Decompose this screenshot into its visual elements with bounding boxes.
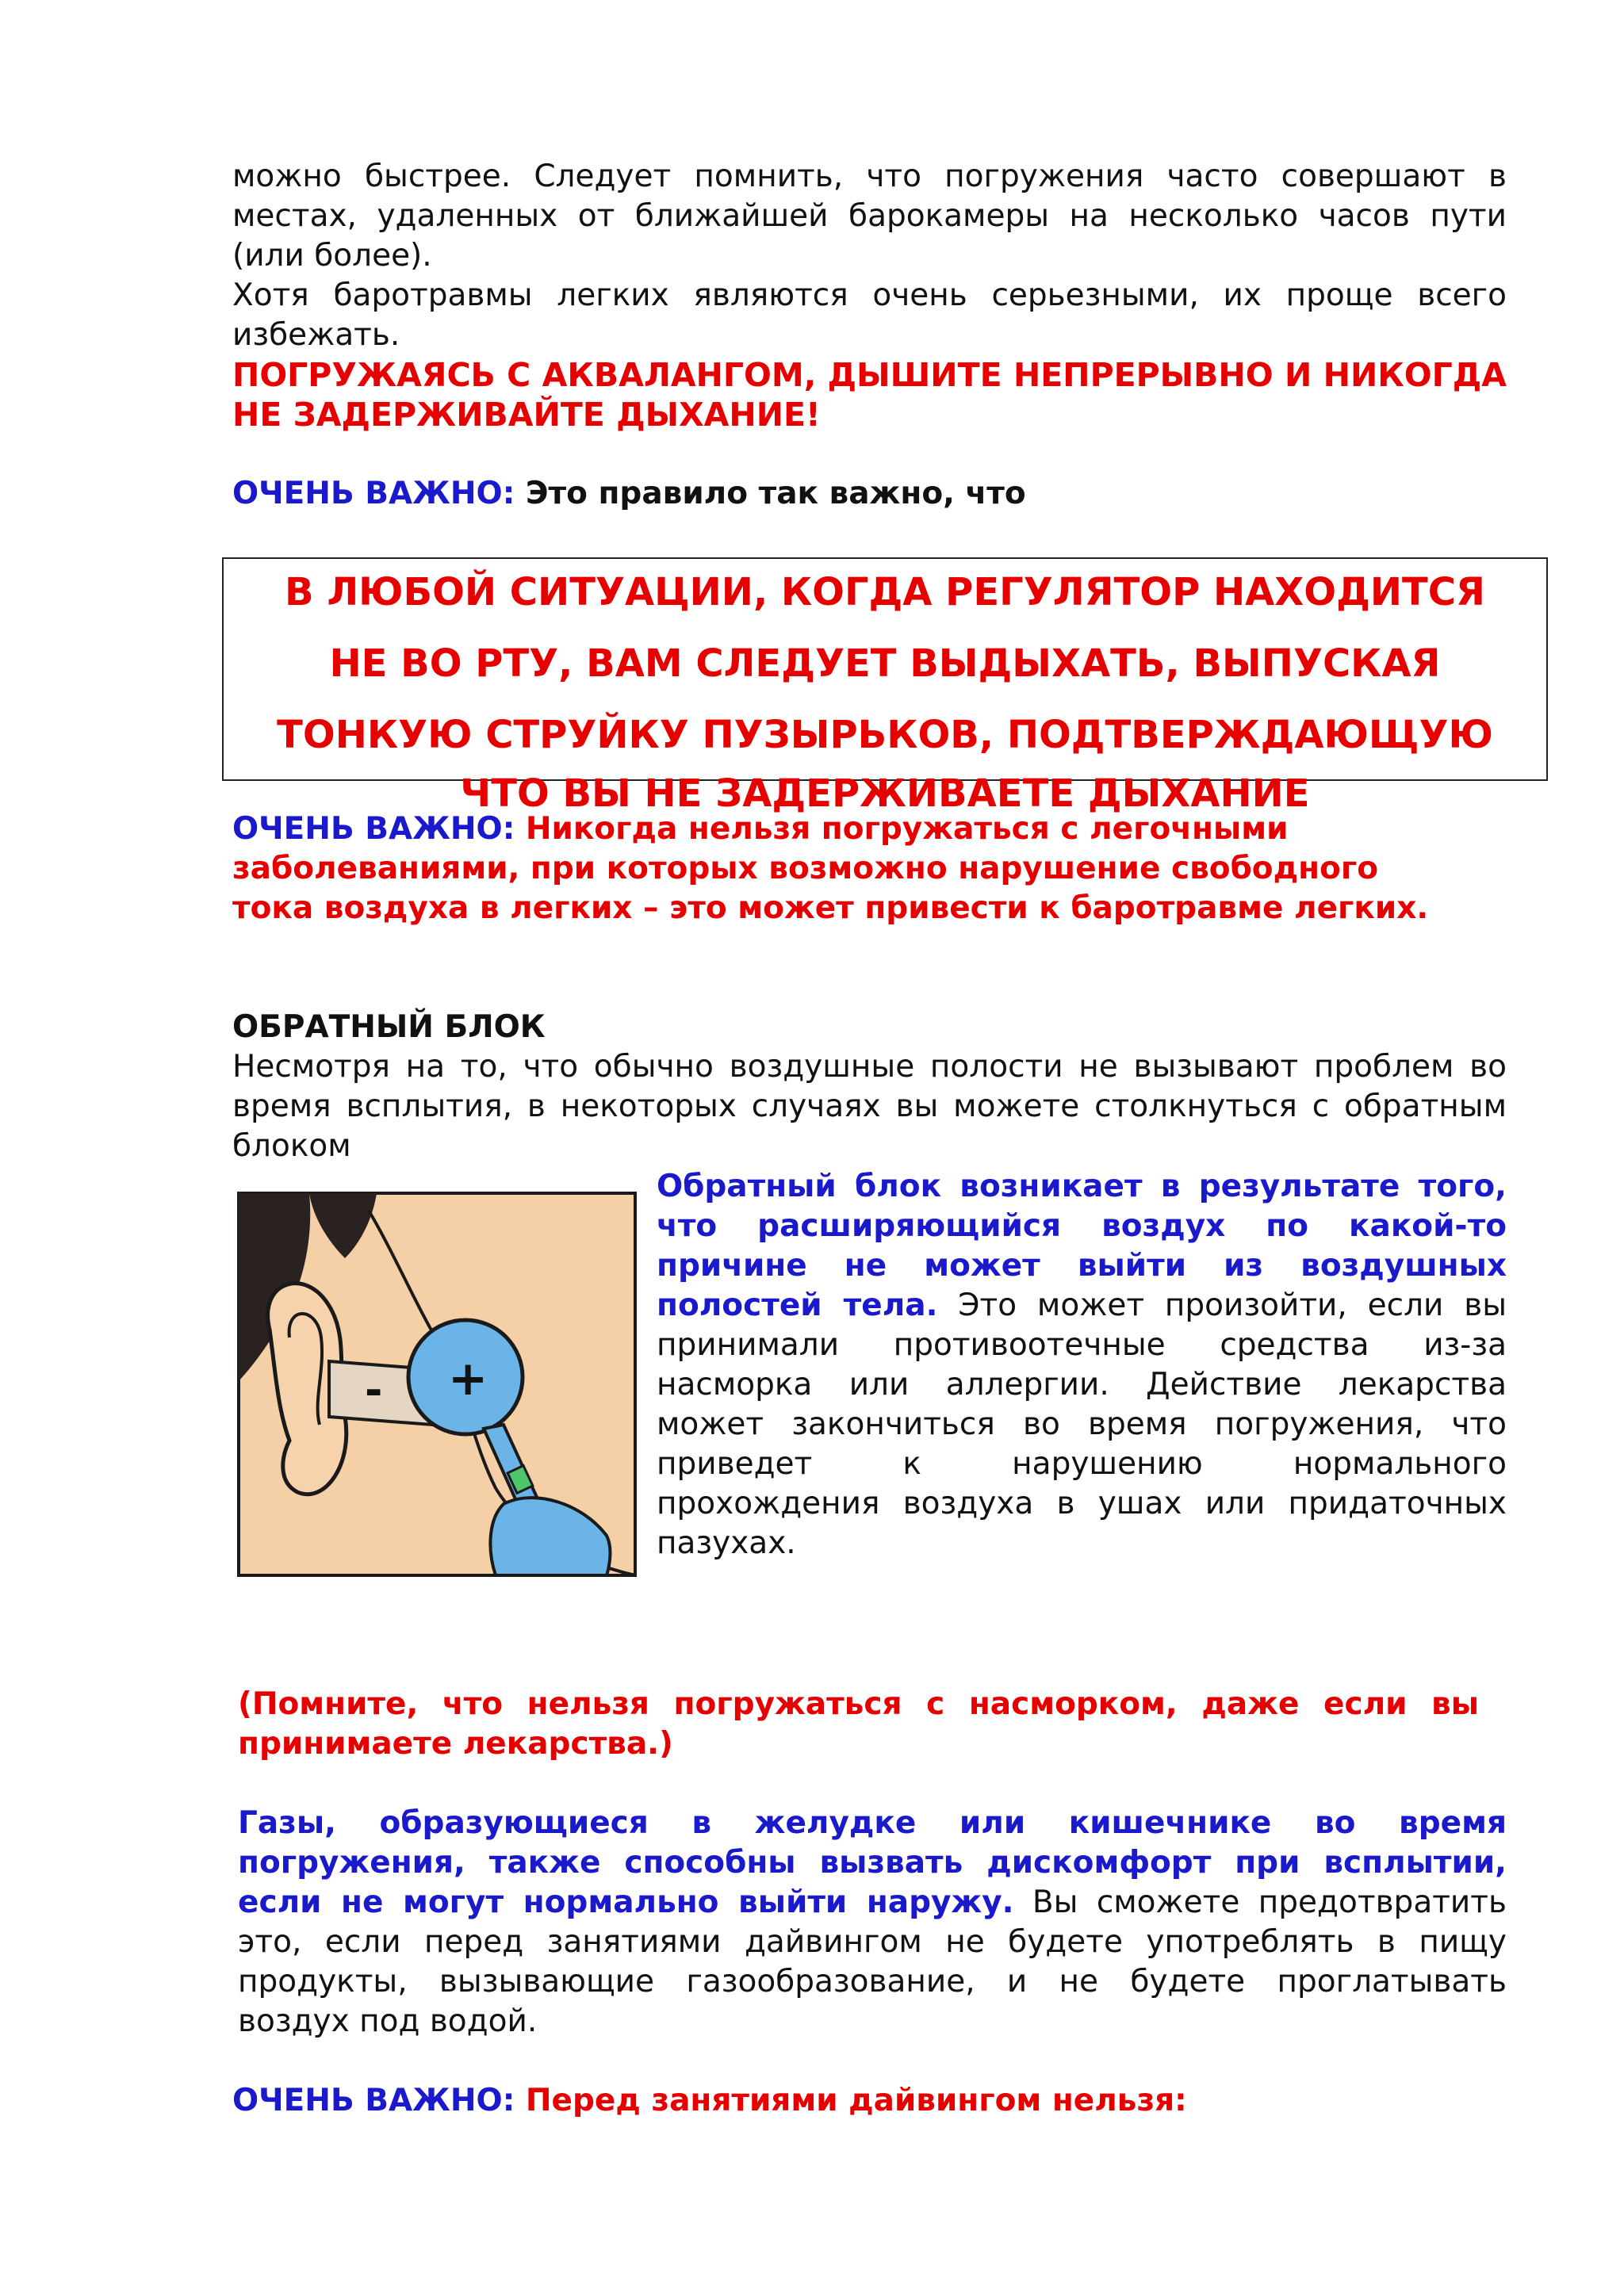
plus-sign: +: [448, 1351, 488, 1406]
text-line: прохождения воздуха в ушах или придаточных: [657, 1486, 1507, 1521]
text-line: можно быстрее. Следует помнить, что погружения часто совершают в: [232, 159, 1507, 194]
text-line: местах, удаленных от ближайшей барокамеры на несколько часов пути: [232, 198, 1507, 234]
reverse-block-description: [657, 1167, 1507, 1563]
text-line: Обратный блок возникает в результате того,: [657, 1169, 1507, 1204]
boxed-rule-line: НЕ ВО РТУ, ВАМ СЛЕДУЕТ ВЫДЫХАТЬ, ВЫПУСКАЯ: [329, 641, 1441, 686]
text-line: блоком: [232, 1128, 351, 1164]
text-line: (Помните, что нельзя погружаться с насморком, даже если вы: [238, 1686, 1479, 1722]
text-line: это, если перед занятиями дайвингом не будете употреблять в пищу: [238, 1924, 1507, 1960]
boxed-rule-line: ТОНКУЮ СТРУЙКУ ПУЗЫРЬКОВ, ПОДТВЕРЖДАЮЩУЮ: [277, 713, 1493, 757]
important-text: Никогда нельзя погружаться с легочными: [515, 811, 1289, 847]
boxed-rule: [222, 557, 1548, 816]
text-line: заболеваниями, при которых возможно нарушение свободного: [232, 851, 1378, 886]
text-line: что расширяющийся воздух по какой-то: [657, 1208, 1507, 1244]
important-label: ОЧЕНЬ ВАЖНО:: [232, 811, 515, 847]
text-line: (или более).: [232, 238, 432, 274]
text-line: Газы, образующиеся в желудке или кишечнике во время: [238, 1805, 1507, 1841]
text-line: продукты, вызывающие газообразование, и не будете проглатывать: [238, 1964, 1507, 1999]
important-text: Это правило так важно, что: [515, 476, 1026, 511]
text-line: может закончиться во время погружения, что: [657, 1406, 1507, 1442]
important-text: Перед занятиями дайвингом нельзя:: [515, 2083, 1187, 2118]
minus-sign: -: [365, 1365, 383, 1415]
text-line: время всплытия, в некоторых случаях вы можете столкнуться с обратным: [232, 1089, 1507, 1124]
important-label: ОЧЕНЬ ВАЖНО:: [232, 476, 515, 511]
reminder-note: [238, 1685, 1479, 1764]
important-label: ОЧЕНЬ ВАЖНО:: [232, 2083, 515, 2118]
emphasis: если не могут нормально выйти наружу.: [238, 1885, 1014, 1920]
text-line: [232, 809, 1507, 849]
warning-line: ПОГРУЖАЯСЬ С АКВАЛАНГОМ, ДЫШИТЕ НЕПРЕРЫВНО И НИКОГДА: [232, 356, 1507, 394]
plain-text: Вы сможете предотвратить: [1013, 1885, 1507, 1920]
important-note-2: [232, 809, 1507, 928]
important-note-1: [232, 474, 1507, 514]
text-line: избежать.: [232, 317, 400, 353]
warning-breathe: [232, 355, 1507, 434]
important-note-3: [232, 2081, 1507, 2121]
section-reverse-block: [232, 1008, 1507, 1166]
ear-diagram-svg: [234, 1187, 641, 1581]
text-line: Хотя баротравмы легких являются очень серьезными, их проще всего: [232, 277, 1507, 313]
text-line: Несмотря на то, что обычно воздушные полости не вызывают проблем во: [232, 1049, 1507, 1085]
text-line: [238, 1883, 1507, 1923]
plain-text: Это может произойти, если вы: [937, 1288, 1507, 1323]
warning-line: НЕ ЗАДЕРЖИВАЙТЕ ДЫХАНИЕ!: [232, 396, 821, 434]
boxed-rule-line-cut: ЧТО ВЫ НЕ ЗАДЕРЖИВАЕТЕ ДЫХАНИЕ: [460, 771, 1310, 816]
text-line: тока воздуха в легких – это может привести к баротравме легких.: [232, 890, 1429, 926]
text-line: приведет к нарушению нормального: [657, 1446, 1507, 1482]
text-line: насморка или аллергии. Действие лекарства: [657, 1367, 1507, 1402]
boxed-rule-line: В ЛЮБОЙ СИТУАЦИИ, КОГДА РЕГУЛЯТОР НАХОДИТСЯ: [285, 570, 1485, 614]
emphasis: полостей тела.: [657, 1288, 938, 1323]
text-line: принимали противоотечные средства из-за: [657, 1327, 1507, 1363]
ear-illustration: [234, 1187, 641, 1581]
text-line: принимаете лекарства.): [238, 1726, 673, 1762]
text-line: [657, 1286, 1507, 1326]
section-heading: ОБРАТНЫЙ БЛОК: [232, 1009, 546, 1045]
text-line: воздух под водой.: [238, 2003, 538, 2039]
text-line: пазухах.: [657, 1525, 796, 1561]
gases-paragraph: [238, 1804, 1507, 2042]
text-line: погружения, также способны вызвать дискомфорт при всплытии,: [238, 1845, 1507, 1881]
text-line: причине не может выйти из воздушных: [657, 1248, 1507, 1284]
paragraph-intro: [232, 157, 1507, 355]
